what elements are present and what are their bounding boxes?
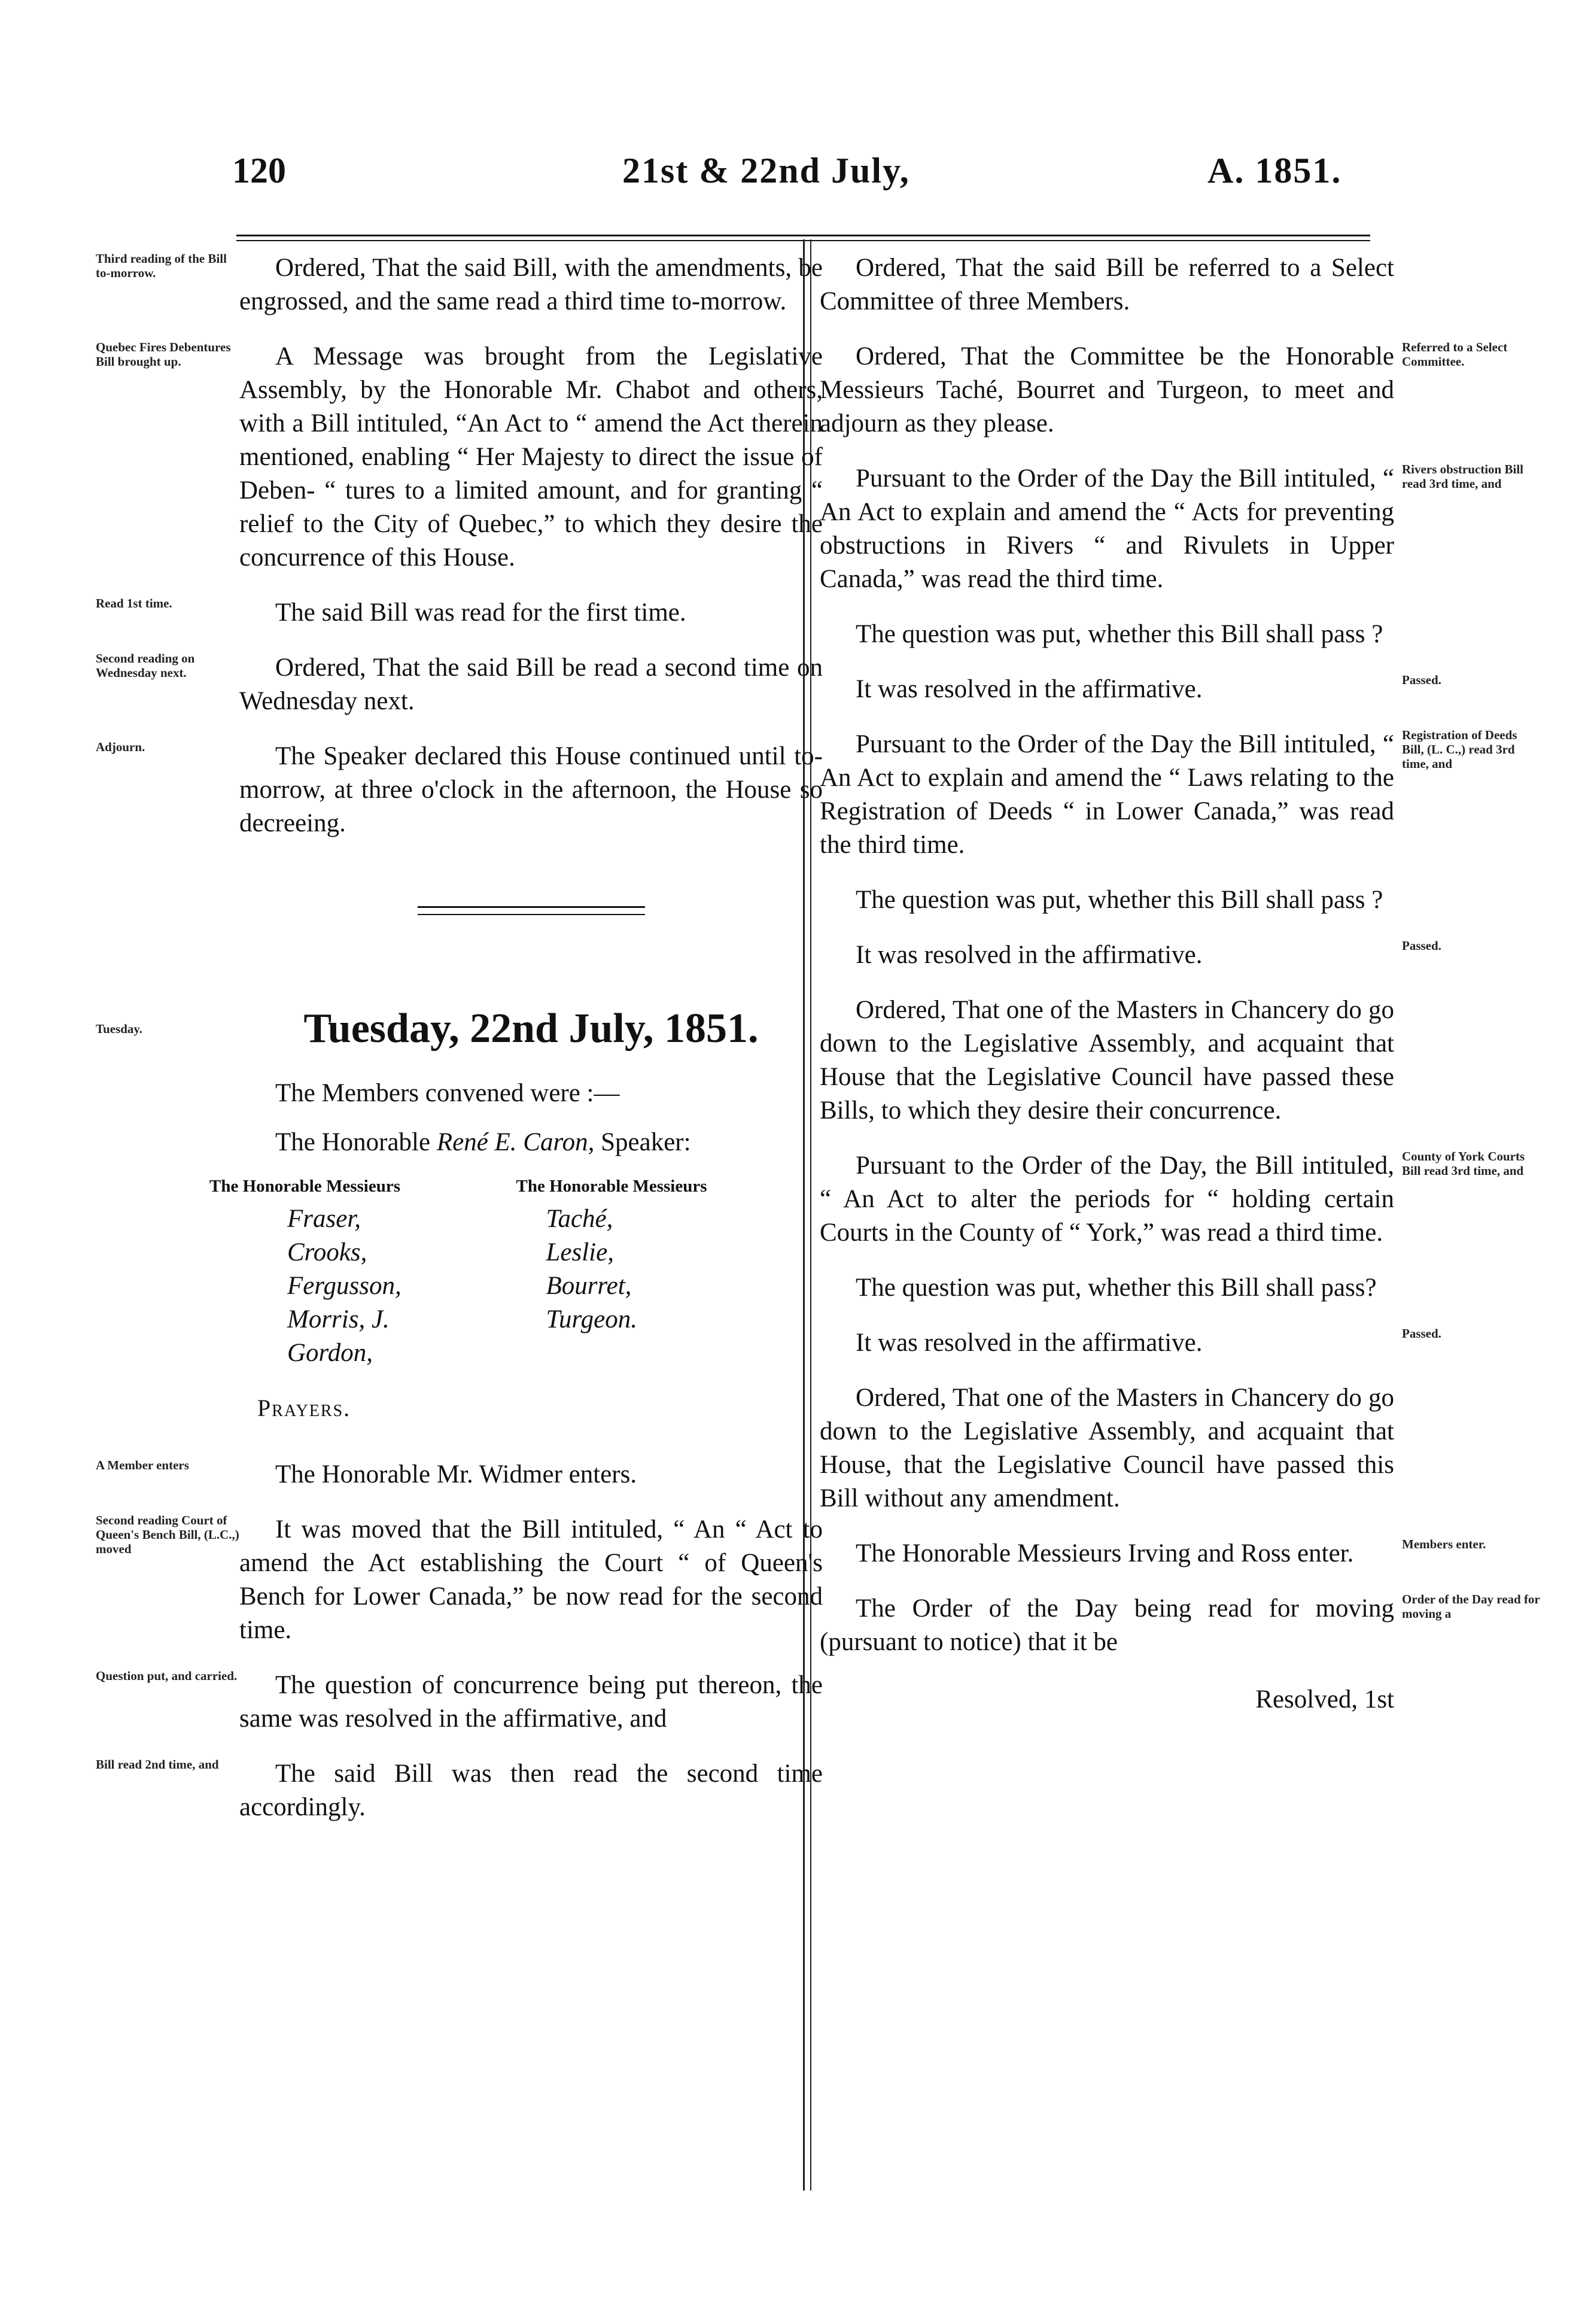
- paragraph: Ordered, That the Committee be the Honorable Messieurs Taché, Bourret and Turgeon, to meet and adjourn as they please.: [820, 342, 1394, 438]
- margin-note: Members enter.: [1402, 1537, 1486, 1551]
- margin-note: Third reading of the Bill to-morrow.: [96, 251, 227, 280]
- margin-note: Question put, and carried.: [96, 1669, 238, 1683]
- right-entry: [820, 1537, 1541, 1570]
- paragraph: Ordered, That one of the Masters in Chancery do go down to the Legislative Assembly, and acquaint that House, that the Legislative Council have passed this Bill without any amendment.: [820, 1384, 1394, 1512]
- paragraph: The question was put, whether this Bill shall pass ?: [856, 620, 1383, 648]
- left-entry: [96, 596, 823, 630]
- running-head-date: 21st & 22nd July,: [622, 151, 910, 190]
- member-name: Crooks,: [287, 1238, 367, 1266]
- speaker-post: Speaker:: [601, 1128, 691, 1156]
- member-name: Bourret,: [546, 1272, 632, 1300]
- paragraph: Ordered, That one of the Masters in Chancery do go down to the Legislative Assembly, and acquaint that House that the Legislative Council have passed these Bills, to which they desire their concurrence.: [820, 996, 1394, 1125]
- margin-note: Second reading on Wednesday next.: [96, 651, 195, 680]
- speaker-pre: The Honorable: [275, 1128, 431, 1156]
- right-entry: [820, 673, 1541, 706]
- left-entry: [96, 1458, 823, 1491]
- paragraph: Pursuant to the Order of the Day, the Bill intituled, “ An Act to alter the periods for “ holding certain Courts in the County of “ York,” was read a third time.: [820, 1152, 1394, 1247]
- paragraph: Ordered, That the said Bill, with the amendments, be engrossed, and the same read a third time to-morrow.: [239, 254, 823, 315]
- paragraph: The Speaker declared this House continued until to-morrow, at three o'clock in the afternoon, the House so decreeing.: [239, 742, 823, 837]
- members-head-right: The Honorable Messieurs: [516, 1177, 707, 1196]
- paragraph: The question was put, whether this Bill shall pass?: [856, 1274, 1377, 1302]
- member-name: Gordon,: [287, 1339, 373, 1367]
- margin-note: County of York Courts Bill read 3rd time, and: [1402, 1149, 1525, 1178]
- right-column: [820, 251, 1541, 1740]
- member-name: Taché,: [546, 1205, 613, 1233]
- prayers-heading: Prayers.: [257, 1395, 351, 1421]
- margin-note: Adjourn.: [96, 740, 145, 754]
- running-head-year: A. 1851.: [1207, 151, 1342, 190]
- tuesday-heading-block: [96, 1005, 823, 1053]
- left-entry: [96, 1513, 823, 1647]
- margin-note: Registration of Deeds Bill, (L. C.,) read 3rd time, and: [1402, 728, 1517, 771]
- margin-note: Read 1st time.: [96, 596, 172, 610]
- paragraph: The Honorable Messieurs Irving and Ross enter.: [856, 1539, 1354, 1567]
- margin-note: Bill read 2nd time, and: [96, 1757, 219, 1772]
- margin-note: Passed.: [1402, 938, 1441, 953]
- member-name: Fraser,: [287, 1205, 361, 1233]
- paragraph: It was resolved in the affirmative.: [856, 941, 1203, 969]
- paragraph: It was resolved in the affirmative.: [856, 1329, 1203, 1357]
- margin-note: Quebec Fires Debentures Bill brought up.: [96, 340, 231, 369]
- paragraph: A Message was brought from the Legislative Assembly, by the Honorable Mr. Chabot and others, with a Bill intituled, “An Act to “ amend the Act therein mentioned, enabling “ Her Majesty to direct the issue of Deben- “ tures to a limited amount, and for granting “ relief to the City of Quebec,” to which they desire the concurrence of this House.: [239, 342, 823, 572]
- right-entry: [820, 462, 1541, 596]
- right-entry: [820, 1326, 1541, 1360]
- right-entry: [820, 618, 1541, 651]
- left-entry: [96, 340, 823, 575]
- speaker-line: [239, 1126, 823, 1159]
- convened-line: The Members convened were :—: [275, 1079, 620, 1107]
- margin-note: Passed.: [1402, 1326, 1441, 1341]
- left-entry: [96, 740, 823, 840]
- right-entry: [820, 938, 1541, 972]
- right-entry: [820, 251, 1541, 318]
- margin-note: Rivers obstruction Bill read 3rd time, and: [1402, 462, 1523, 491]
- margin-note: Referred to a Select Committee.: [1402, 340, 1508, 369]
- paragraph: Pursuant to the Order of the Day the Bill intituled, “ An Act to explain and amend the “ Acts for preventing obstructions in Rivers “ and Rivulets in Upper Canada,” was read the third time.: [820, 464, 1394, 593]
- right-entry: [820, 1592, 1541, 1659]
- left-entry: [96, 1669, 823, 1736]
- members-header: [209, 1176, 823, 1196]
- margin-note: A Member enters: [96, 1458, 189, 1472]
- right-entry: [820, 994, 1541, 1128]
- catchword: Resolved, 1st: [1255, 1685, 1394, 1714]
- paragraph: It was moved that the Bill intituled, “ An “ Act to amend the Act establishing the Court “ of Queen's Bench for Lower Canada,” be now read for the second time.: [239, 1515, 823, 1644]
- margin-note: Tuesday.: [96, 1022, 143, 1036]
- left-entry: [96, 251, 823, 318]
- paragraph: Ordered, That the said Bill be referred to a Select Committee of three Members.: [820, 254, 1394, 315]
- members-list: [287, 1202, 823, 1370]
- right-entry: [820, 1271, 1541, 1305]
- paragraph: Ordered, That the said Bill be read a second time on Wednesday next.: [239, 654, 823, 715]
- member-name: Fergusson,: [287, 1272, 401, 1300]
- margin-note: Order of the Day read for moving a: [1402, 1592, 1540, 1621]
- paragraph: Pursuant to the Order of the Day the Bill intituled, “ An Act to explain and amend the “ Laws relating to the Registration of Deeds “ in Lower Canada,” was read the third time.: [820, 730, 1394, 859]
- paragraph: The said Bill was then read the second time accordingly.: [239, 1760, 823, 1821]
- left-entry: [96, 1757, 823, 1824]
- day-heading: Tuesday, 22nd July, 1851.: [303, 1005, 759, 1052]
- margin-note: Passed.: [1402, 673, 1441, 687]
- member-name: Turgeon.: [546, 1305, 638, 1333]
- members-right: [546, 1202, 823, 1370]
- paragraph: The question was put, whether this Bill shall pass ?: [856, 886, 1383, 914]
- right-entry: [820, 1381, 1541, 1515]
- right-entry: [820, 1149, 1541, 1250]
- right-entry: [820, 340, 1541, 441]
- attendance-block: [209, 1077, 823, 1422]
- paragraph: It was resolved in the affirmative.: [856, 675, 1203, 703]
- left-entry: [96, 651, 823, 718]
- section-divider: [418, 906, 645, 915]
- page-number: 120: [232, 151, 286, 190]
- left-column: [96, 251, 823, 1824]
- members-head-left: The Honorable Messieurs: [209, 1177, 400, 1196]
- member-name: Leslie,: [546, 1238, 614, 1266]
- header-rule-top: [236, 235, 1370, 236]
- paragraph: The Honorable Mr. Widmer enters.: [275, 1460, 637, 1488]
- right-entry: [820, 728, 1541, 862]
- margin-note: Second reading Court of Queen's Bench Bill, (L.C.,) moved: [96, 1513, 239, 1556]
- speaker-name: René E. Caron,: [436, 1128, 595, 1156]
- paragraph: The question of concurrence being put thereon, the same was resolved in the affirmative, and: [239, 1671, 823, 1733]
- paragraph: The Order of the Day being read for moving (pursuant to notice) that it be: [820, 1594, 1394, 1656]
- paragraph: The said Bill was read for the first time.: [275, 599, 686, 627]
- members-left: [287, 1202, 564, 1370]
- member-name: Morris, J.: [287, 1305, 390, 1333]
- right-entry: [820, 883, 1541, 917]
